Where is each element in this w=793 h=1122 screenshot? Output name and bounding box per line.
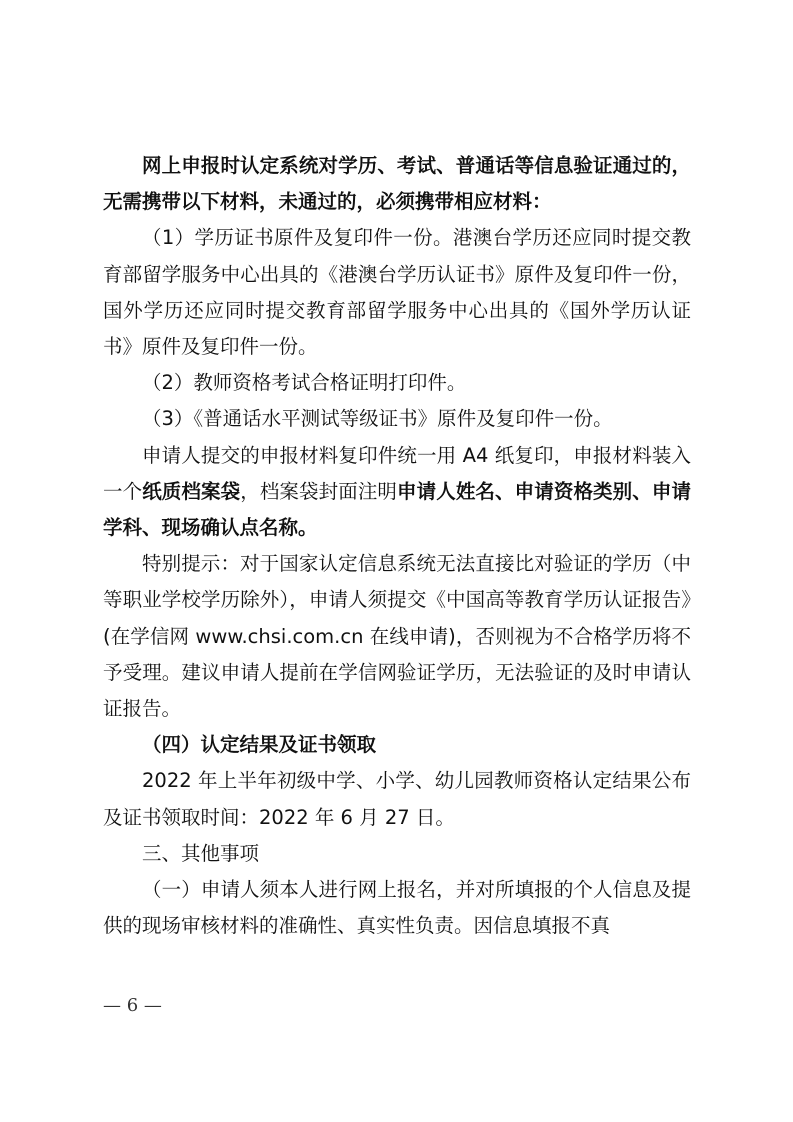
copy-req-bold-2: 申请人姓名、申请资格类别、申请学科、现场确认点名称。 — [103, 479, 691, 540]
paragraph-results-time: 2022 年上半年初级中学、小学、幼儿园教师资格认定结果公布及证书领取时间：2022 年 6 月 27 日。 — [103, 769, 691, 829]
paragraph-item-2: （2）教师资格考试合格证明打印件。 — [142, 371, 467, 395]
paragraph-special-notice: 特别提示：对于国家认定信息系统无法直接比对验证的学历（中等职业学校学历除外），申请人须提交《中国高等教育学历认证报告》(在学信网 www.chsi.com.cn 在线申请)，否则视为不合格学历将不予受理。建议申请人提前在学信网验证学历，无法验证的及时申请认证报告。 — [103, 552, 691, 721]
paragraph-copy-requirements — [103, 438, 691, 547]
section-heading-results: （四）认定结果及证书领取 — [142, 733, 377, 757]
paragraph-verification-note: 网上申报时认定系统对学历、考试、普通话等信息验证通过的，无需携带以下材料，未通过的，必须携带相应材料： — [103, 154, 691, 214]
copy-req-text-2: ，档案袋封面注明 — [240, 479, 398, 503]
paragraph-other-1: （一）申请人须本人进行网上报名，并对所填报的个人信息及提供的现场审核材料的准确性、真实性负责。因信息填报不真 — [103, 878, 691, 938]
paragraph-item-1: （1）学历证书原件及复印件一份。港澳台学历还应同时提交教育部留学服务中心出具的《港澳台学历认证书》原件及复印件一份，国外学历还应同时提交教育部留学服务中心出具的《国外学历认证书》原件及复印件一份。 — [103, 226, 691, 359]
section-heading-other-matters: 三、其他事项 — [142, 841, 260, 865]
copy-req-text-1: 申请人提交的申报材料复印件统一用 A4 纸复印，申报材料装入一个 — [103, 443, 691, 503]
copy-req-bold-1: 纸质档案袋 — [142, 479, 241, 503]
page-number: — 6 — — [103, 995, 162, 1016]
paragraph-item-3: （3）《普通话水平测试等级证书》原件及复印件一份。 — [142, 407, 613, 431]
document-body — [103, 148, 691, 944]
